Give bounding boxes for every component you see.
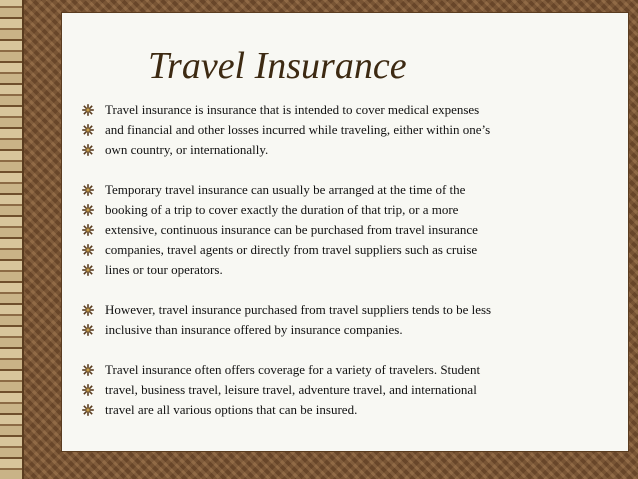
- decorative-left-strip: [0, 0, 24, 479]
- bullet-text: companies, travel agents or directly from travel suppliers such as cruise: [105, 242, 478, 257]
- star-bullet-icon: [82, 244, 94, 256]
- bullet-text: However, travel insurance purchased from travel suppliers tends to be less: [105, 302, 492, 317]
- bullet-line: [80, 320, 580, 340]
- bullet-line: [80, 100, 580, 120]
- bullet-text: and financial and other losses incurred while traveling, either within one’s: [105, 122, 491, 137]
- star-bullet-icon: [82, 264, 94, 276]
- star-bullet-icon: [82, 364, 94, 376]
- bullet-text: booking of a trip to cover exactly the duration of that trip, or a more: [105, 202, 459, 217]
- bullet-line: [80, 120, 580, 140]
- paragraph-3: [80, 300, 580, 340]
- bullet-text: Travel insurance is insurance that is intended to cover medical expenses: [105, 102, 480, 117]
- bullet-line: [80, 200, 580, 220]
- star-bullet-icon: [82, 384, 94, 396]
- bullet-line: [80, 220, 580, 240]
- paragraph-1: [80, 100, 580, 160]
- bullet-line: [80, 260, 580, 280]
- bullet-line: [80, 360, 580, 380]
- star-bullet-icon: [82, 144, 94, 156]
- star-bullet-icon: [82, 224, 94, 236]
- bullet-text: travel, business travel, leisure travel, adventure travel, and international: [105, 382, 477, 397]
- star-bullet-icon: [82, 104, 94, 116]
- bullet-text: lines or tour operators.: [105, 262, 223, 277]
- star-bullet-icon: [82, 184, 94, 196]
- bullet-line: [80, 400, 580, 420]
- bullet-line: [80, 180, 580, 200]
- bullet-text: Temporary travel insurance can usually be arranged at the time of the: [105, 182, 466, 197]
- bullet-text: Travel insurance often offers coverage for a variety of travelers. Student: [105, 362, 481, 377]
- bullet-list: [80, 100, 580, 440]
- slide-title: Travel Insurance: [148, 45, 407, 87]
- star-bullet-icon: [82, 324, 94, 336]
- paragraph-4: [80, 360, 580, 420]
- bullet-text: extensive, continuous insurance can be purchased from travel insurance: [105, 222, 478, 237]
- star-bullet-icon: [82, 124, 94, 136]
- bullet-text: inclusive than insurance offered by insurance companies.: [105, 322, 403, 337]
- star-bullet-icon: [82, 404, 94, 416]
- bullet-text: travel are all various options that can be insured.: [105, 402, 358, 417]
- bullet-line: [80, 240, 580, 260]
- paragraph-2: [80, 180, 580, 280]
- bullet-line: [80, 140, 580, 160]
- bullet-line: [80, 300, 580, 320]
- star-bullet-icon: [82, 204, 94, 216]
- star-bullet-icon: [82, 304, 94, 316]
- bullet-line: [80, 380, 580, 400]
- bullet-text: own country, or internationally.: [105, 142, 269, 157]
